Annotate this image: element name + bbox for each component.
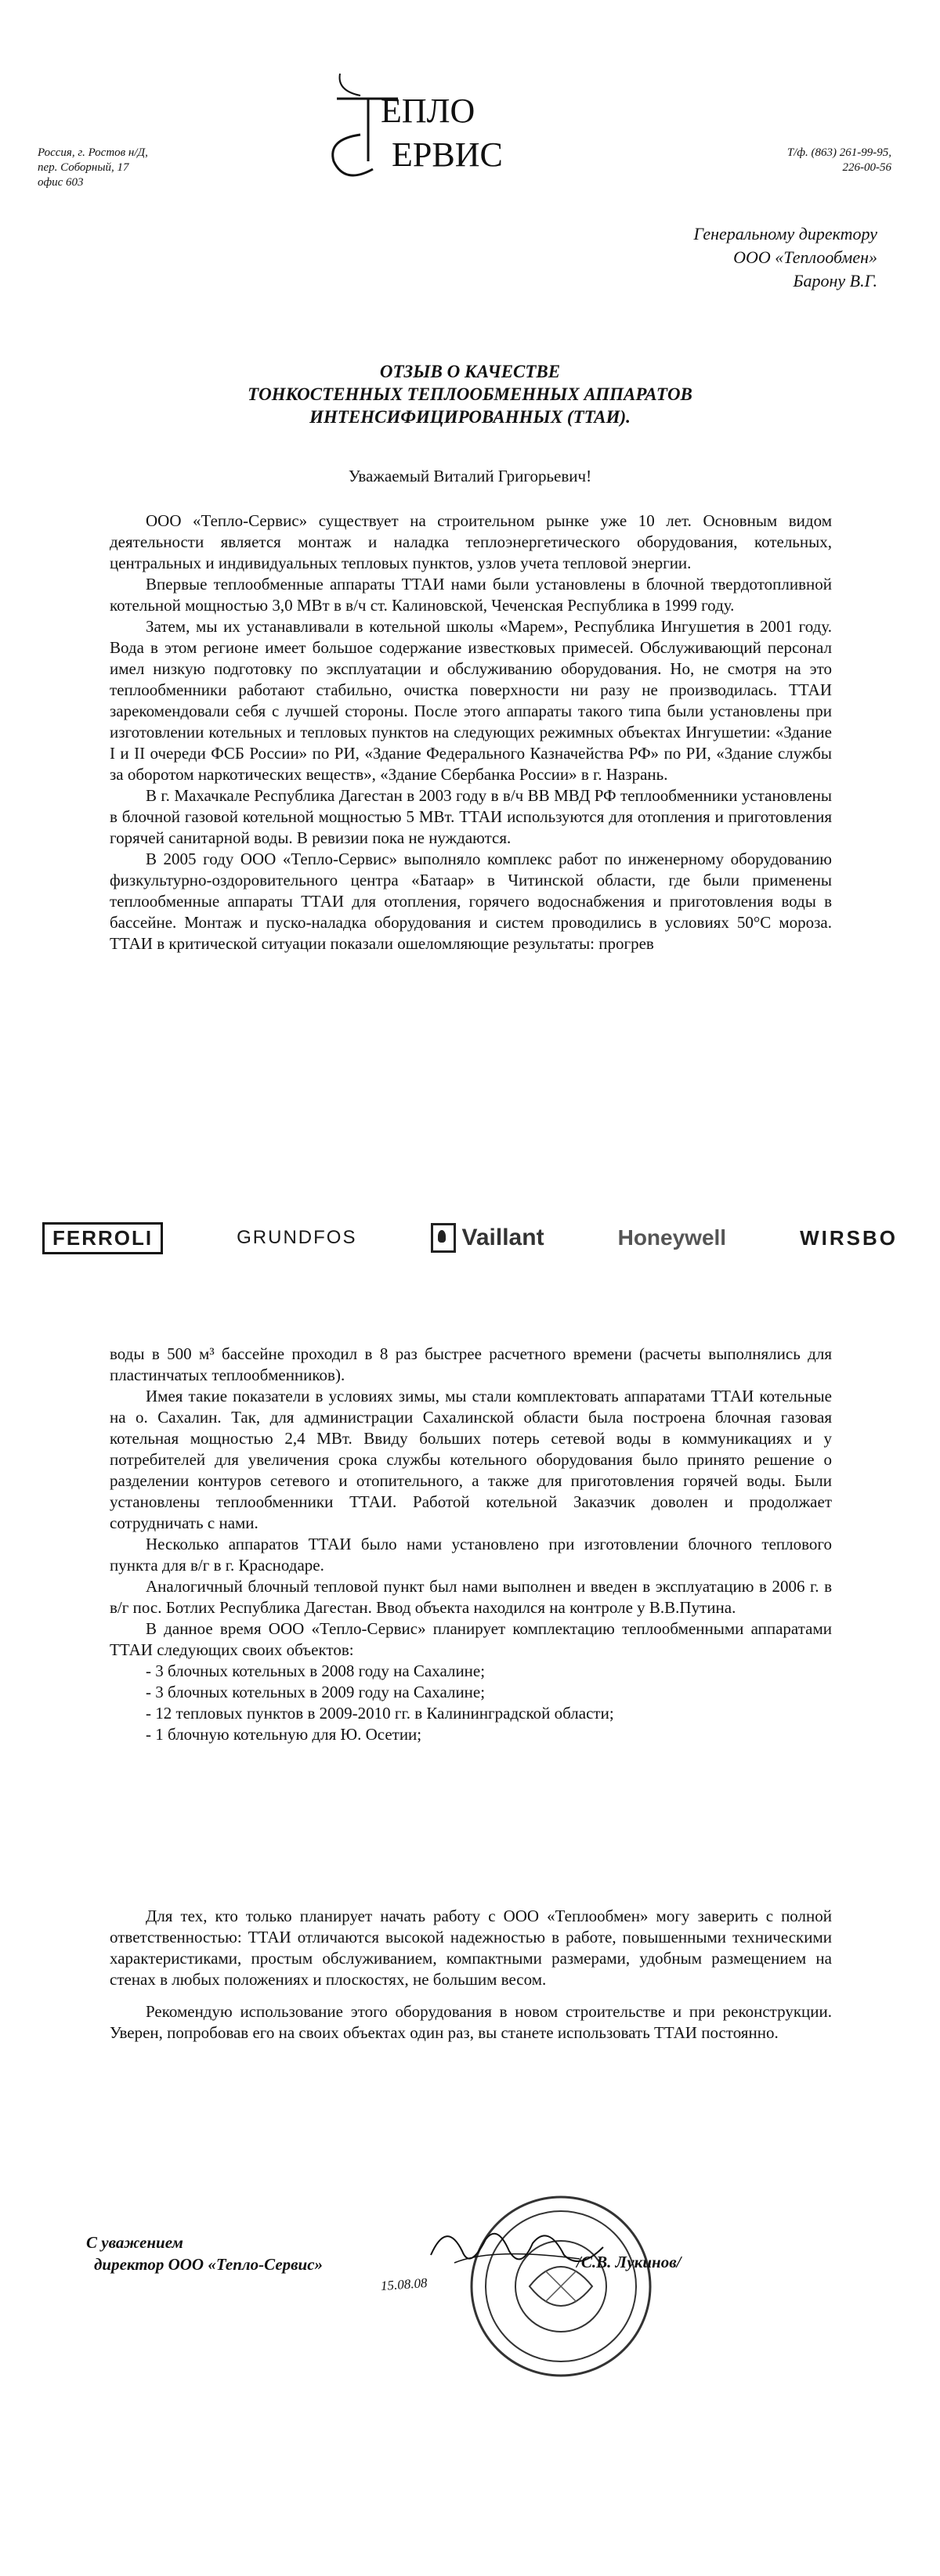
paragraph: Впервые теплообменные аппараты ТТАИ нами были установлены в блочной твердотопливной котельной мощностью 3,0 МВт в в/ч ст. Калиновской, Чеченская Республика в 1999 году.: [110, 575, 832, 615]
brand-logos-row: [42, 1220, 898, 1256]
signature-date: 15.08.08: [380, 2275, 428, 2294]
recipient-line: Генеральному директору: [693, 224, 877, 244]
paragraph: В г. Махачкале Республика Дагестан в 2003 году в в/ч ВВ МВД РФ теплообменники установлены в блочной газовой котельной мощностью 5 МВт. ТТАИ используются для отопления и приготовления горячей санитарной воды. В ревизии пока не нуждаются.: [110, 786, 832, 847]
address-line: Россия, г. Ростов н/Д,: [38, 146, 148, 159]
grundfos-logo: GRUNDFOS: [237, 1227, 357, 1248]
paragraph: Затем, мы их устанавливали в котельной школы «Марем», Республика Ингушетия в 2001 году. Вода в этом регионе имеет большое содержание известковых примесей. Обслуживающий персонал имел низкую подготовку по эксплуатации и обслуживанию оборудования. Но, не смотря на это теплообменники работают стабильно, очистка поверхности ни разу не производилась. ТТАИ зарекомендовали себя с лучшей стороны. После этого аппараты такого типа были установлены при изготовлении котельных и тепловых пунктов на следующих режимных объектах Ингушетии: «Здание I и II очереди ФСБ России» по РИ, «Здание Федерального Казначейства РФ» по РИ, «Здание службы за оборотом наркотических веществ», «Здание Сбербанка России» в г. Назрань.: [110, 617, 832, 784]
svg-text:ЕРВИС: ЕРВИС: [392, 135, 503, 174]
recipient-block: [693, 222, 877, 293]
honeywell-logo: Honeywell: [617, 1225, 727, 1250]
paragraph: воды в 500 м³ бассейне проходил в 8 раз быстрее расчетного времени (расчеты выполнялись для пластинчатых теплообменников).: [110, 1344, 832, 1384]
phone-line: Т/ф. (863) 261-99-95,: [786, 146, 891, 159]
plan-item: - 12 тепловых пунктов в 2009-2010 гг. в Калининградской области;: [146, 1704, 614, 1723]
wirsbo-logo: WIRSBO: [800, 1225, 898, 1250]
body-page-1: [110, 511, 832, 954]
paragraph: Аналогичный блочный тепловой пункт был нами выполнен и введен в эксплуатацию в 2006 г. в в/г пос. Ботлих Республика Дагестан. Ввод объекта находился на контроле у В.В.Путина.: [110, 1577, 832, 1617]
paragraph: В 2005 году ООО «Тепло-Сервис» выполняло комплекс работ по инженерному оборудованию физкультурно-оздоровительного центра «Батаар» в Читинской области, где были применены теплообменные аппараты ТТАИ для отопления, горячего водоснабжения и приготовления воды в бассейне. Монтаж и пуско-наладка оборудования и систем проводились в условиях 50°С мороза. ТТАИ в критической ситуации показали ошеломляющие результаты: прогрев: [110, 850, 832, 953]
vaillant-hare-icon: [431, 1223, 456, 1253]
document-title: [0, 360, 940, 428]
greeting: Уважаемый Виталий Григорьевич!: [348, 467, 592, 485]
signoff-block: [86, 2231, 323, 2275]
teplo-servis-logo: [306, 67, 548, 193]
body-page-2: [110, 1344, 832, 1745]
recipient-line: ООО «Теплообмен»: [733, 247, 877, 267]
paragraph: Имея такие показатели в условиях зимы, мы стали комплектовать аппаратами ТТАИ котельные на о. Сахалин. Так, для администрации Сахалинской области была построена блочная газовая котельная мощностью 2,4 МВт. Ввиду больших потерь сетевой воды в коммуникациях и у потребителей для увеличения срока службы котельного оборудования было принято решение о разделении контуров сетевого и отопительного, а также для приготовления горячей воды. Были установлены теплообменники ТТАИ. Работой котельной Заказчик доволен и продолжает сотрудничать с нами.: [110, 1387, 832, 1532]
recipient-line: Барону В.Г.: [793, 271, 877, 290]
plan-item: - 1 блочную котельную для Ю. Осетии;: [146, 1725, 422, 1744]
signoff-line: директор ООО «Тепло-Сервис»: [94, 2255, 324, 2274]
plan-item: - 3 блочных котельных в 2009 году на Сахалине;: [146, 1683, 486, 1701]
vaillant-logo: [431, 1223, 544, 1253]
signatory-name: /С.В. Лукинов/: [577, 2253, 682, 2271]
title-line: ОТЗЫВ О КАЧЕСТВЕ: [379, 362, 561, 381]
company-phone: [787, 146, 891, 175]
title-line: ИНТЕНСИФИЦИРОВАННЫХ (ТТАИ).: [309, 407, 631, 427]
signoff-line: С уважением: [86, 2233, 183, 2252]
paragraph: Для тех, кто только планирует начать работу с ООО «Теплообмен» могу заверить с полной ответственностью: ТТАИ отличаются высокой надежностью в работе, повышенными техническими характеристиками, простым обслуживанием, компактными размерами, удобным размещением на стенах в любых положениях и плоскостях, не большим весом.: [110, 1907, 832, 1989]
plan-item: - 3 блочных котельных в 2008 году на Сахалине;: [146, 1661, 486, 1680]
address-line: офис 603: [38, 176, 84, 189]
paragraph: Рекомендую использование этого оборудования в новом строительстве и при реконструкции. Уверен, попробовав его на своих объектах один раз, вы станете использовать ТТАИ постоянно.: [110, 2002, 832, 2042]
phone-line: 226-00-56: [842, 161, 891, 174]
company-logo: [306, 67, 548, 193]
closing-section: [110, 1906, 832, 2044]
svg-text:ЕПЛО: ЕПЛО: [381, 92, 475, 130]
vaillant-wordmark: Vaillant: [461, 1225, 544, 1250]
ferroli-logo: FERROLI: [42, 1222, 163, 1254]
paragraph: Несколько аппаратов ТТАИ было нами установлено при изготовлении блочного теплового пункта для в/г в г. Краснодаре.: [110, 1535, 832, 1575]
paragraph: В данное время ООО «Тепло-Сервис» планирует комплектацию теплообменными аппаратами ТТАИ следующих своих объектов:: [110, 1619, 832, 1659]
paragraph: ООО «Тепло-Сервис» существует на строительном рынке уже 10 лет. Основным видом деятельности является монтаж и наладка теплоэнергетического оборудования, котельных, центральных и индивидуальных тепловых пунктов, узлов учета тепловой энергии.: [110, 511, 832, 572]
address-line: пер. Соборный, 17: [38, 161, 129, 174]
company-address: [38, 146, 148, 190]
title-line: ТОНКОСТЕННЫХ ТЕПЛООБМЕННЫХ АППАРАТОВ: [248, 384, 692, 404]
